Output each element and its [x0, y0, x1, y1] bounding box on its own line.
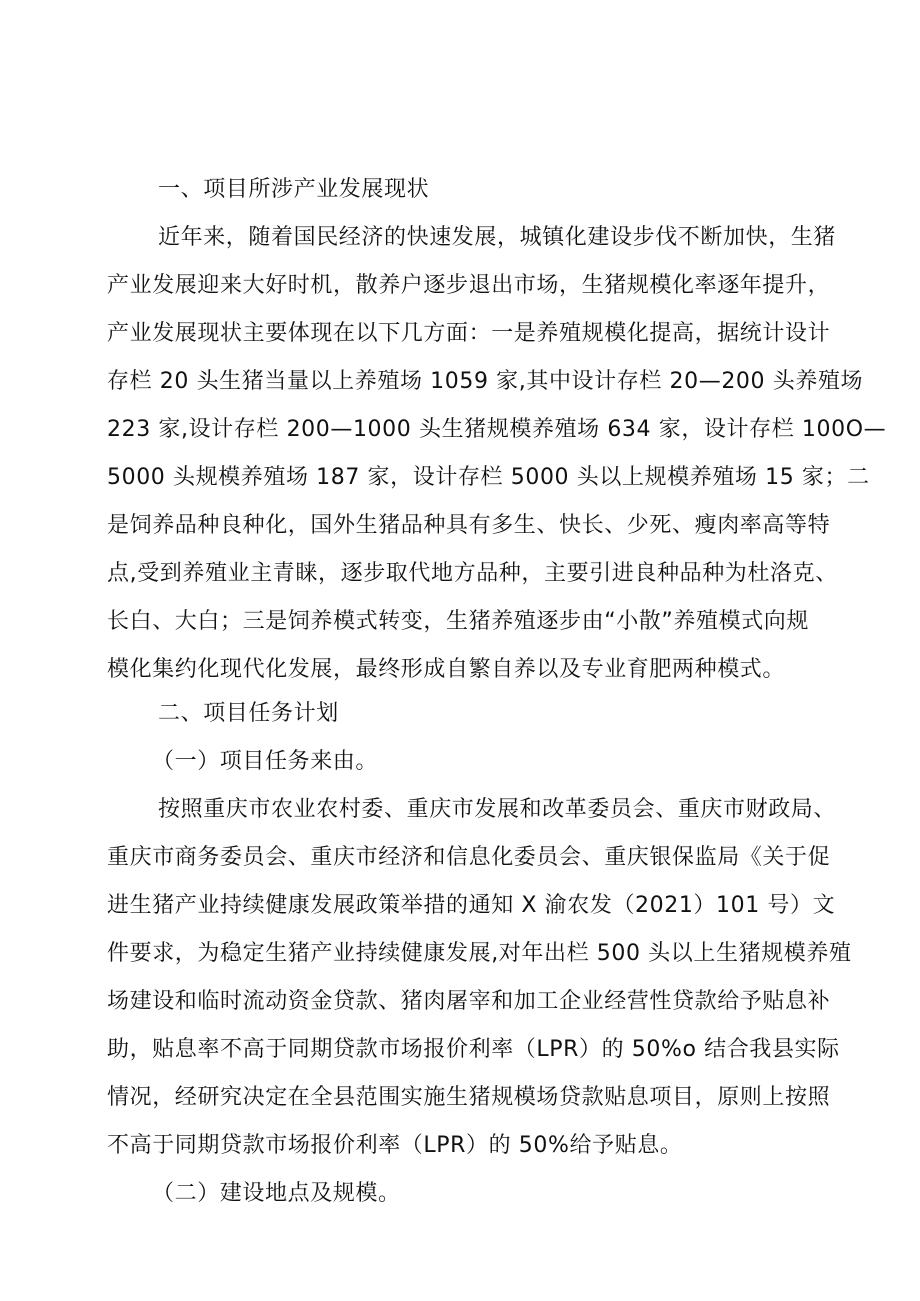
section-heading-industry-status: 一、项目所涉产业发展现状 [158, 177, 430, 202]
paragraph-line: 重庆市商务委员会、重庆市经济和信息化委员会、重庆银保监局《关于促 [107, 845, 831, 870]
paragraph-line: 进生猪产业持续健康发展政策举措的通知 X 渝农发（2021）101 号）文 [107, 893, 836, 918]
paragraph-line: 模化集约化现代化发展，最终形成自繁自养以及专业育肥两种模式。 [107, 657, 786, 682]
paragraph-line: 近年来，随着国民经济的快速发展，城镇化建设步伐不断加快，生猪 [158, 225, 837, 250]
paragraph-line: 存栏 20 头生猪当量以上养殖场 1059 家,其中设计存栏 20—200 头养殖场 [107, 369, 864, 394]
subsection-heading-task-origin: （一）项目任务来由。 [152, 749, 379, 774]
paragraph-line: 助，贴息率不高于同期贷款市场报价利率（LPR）的 50%o 结合我县实际 [107, 1037, 840, 1062]
paragraph-line: 223 家,设计存栏 200—1000 头生猪规模养殖场 634 家，设计存栏 100O— [107, 417, 887, 442]
paragraph-line: 产业发展现状主要体现在以下几方面：一是养殖规模化提高，据统计设计 [107, 321, 831, 346]
paragraph-line: 5000 头规模养殖场 187 家，设计存栏 5000 头以上规模养殖场 15 家；二 [107, 465, 870, 490]
paragraph-line: 不高于同期贷款市场报价利率（LPR）的 50%给予贴息。 [107, 1133, 683, 1158]
section-heading-task-plan: 二、项目任务计划 [158, 701, 339, 726]
paragraph-line: 产业发展迎来大好时机，散养户逐步退出市场，生猪规模化率逐年提升， [107, 273, 831, 298]
paragraph-line: 是饲养品种良种化，国外生猪品种具有多生、快长、少死、瘦肉率高等特 [107, 513, 831, 538]
paragraph-line: 点,受到养殖业主青睐，逐步取代地方品种，主要引进良种品种为杜洛克、 [107, 561, 838, 586]
subsection-heading-location-scale: （二）建设地点及规模。 [152, 1181, 401, 1206]
paragraph-line: 件要求，为稳定生猪产业持续健康发展,对年出栏 500 头以上生猪规模养殖 [107, 941, 852, 966]
paragraph-line: 按照重庆市农业农村委、重庆市发展和改革委员会、重庆市财政局、 [158, 797, 837, 822]
paragraph-line: 场建设和临时流动资金贷款、猪肉屠宰和加工企业经营性贷款给予贴息补 [107, 989, 831, 1014]
paragraph-line: 长白、大白；三是饲养模式转变，生猪养殖逐步由“小散”养殖模式向规 [107, 609, 809, 634]
paragraph-line: 情况，经研究决定在全县范围实施生猪规模场贷款贴息项目，原则上按照 [107, 1085, 831, 1110]
